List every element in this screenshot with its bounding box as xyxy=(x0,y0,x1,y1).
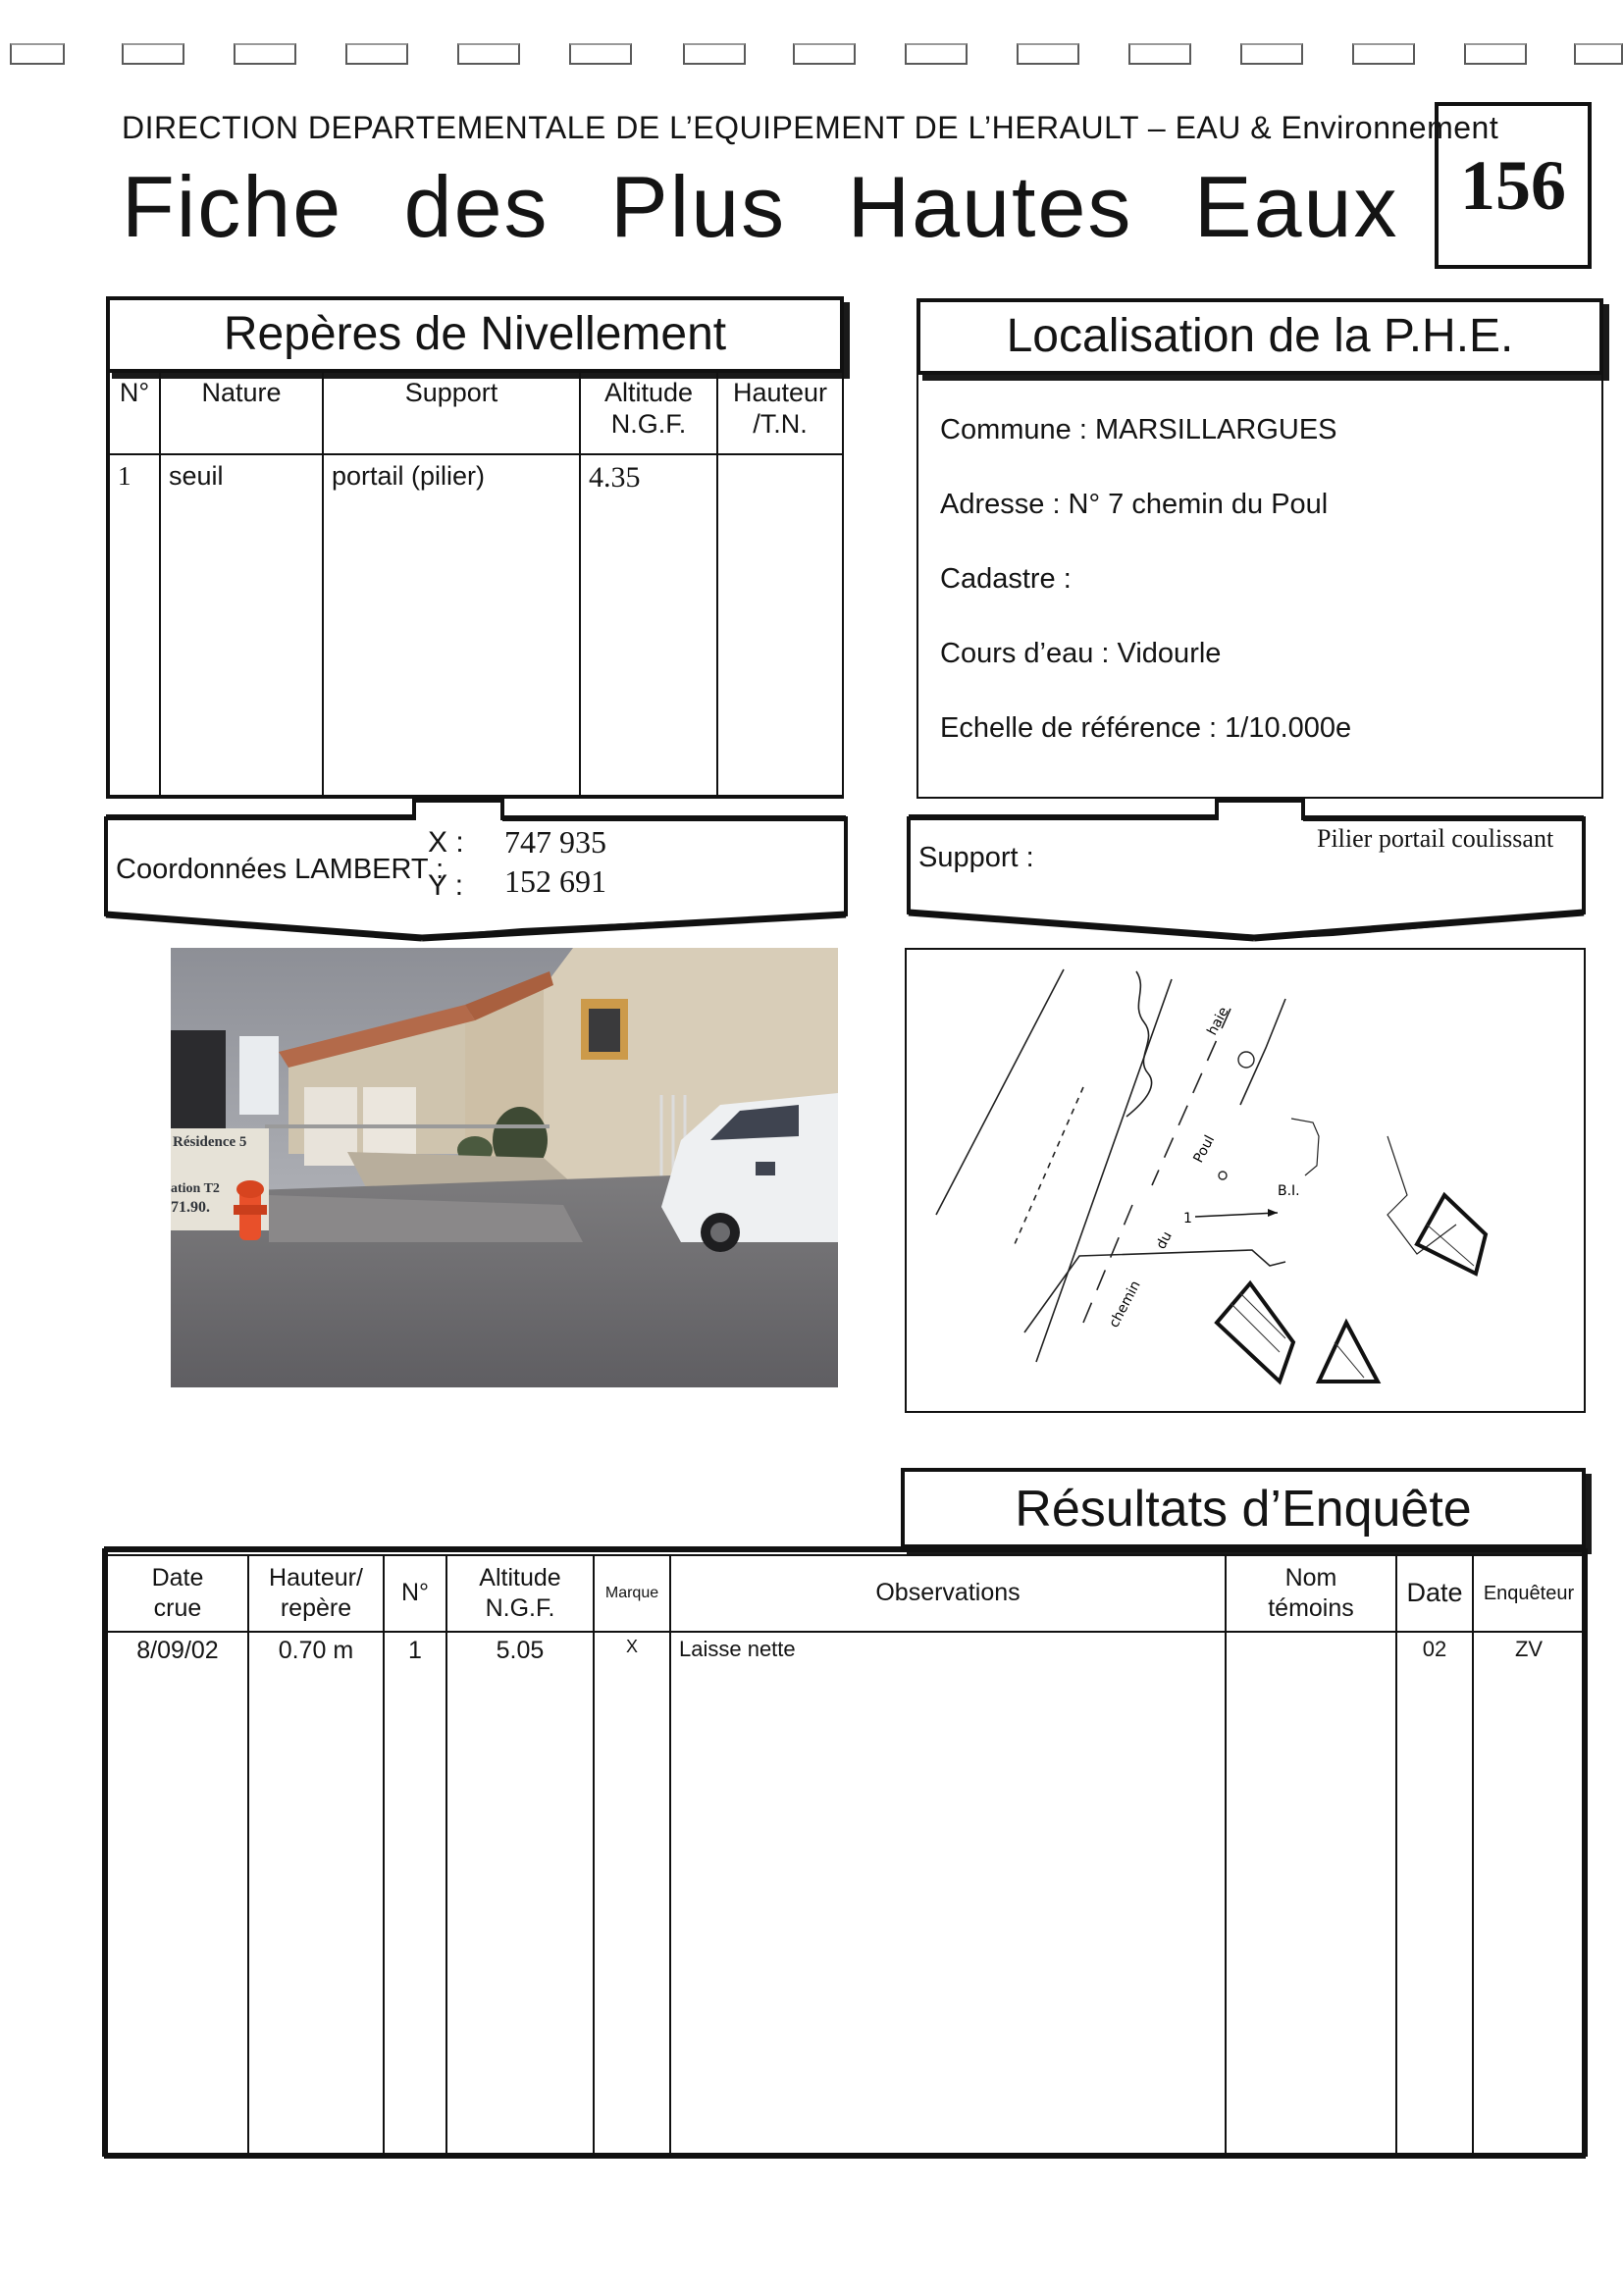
binder-hole xyxy=(457,43,520,65)
plan-label-poul: Poul xyxy=(1190,1132,1219,1166)
resultats-bottom-rule xyxy=(104,2153,1586,2159)
res-enqueteur: ZV xyxy=(1473,1632,1585,2154)
repere-support: portail (pilier) xyxy=(323,454,580,796)
support-callout xyxy=(901,793,1588,960)
res-num: 1 xyxy=(384,1632,446,2154)
binder-hole xyxy=(122,43,184,65)
col-observations: Observations xyxy=(670,1555,1226,1632)
res-marque: X xyxy=(594,1632,670,2154)
resultats-top-rule xyxy=(104,1546,1586,1552)
binder-hole xyxy=(1574,43,1623,65)
col-date-crue: Date crue xyxy=(107,1555,248,1632)
res-observations: Laisse nette xyxy=(670,1632,1226,2154)
col-support: Support xyxy=(323,372,580,454)
fiche-number: 156 xyxy=(1435,102,1592,269)
echelle: Echelle de référence : 1/10.000e xyxy=(940,712,1352,744)
binder-hole xyxy=(569,43,632,65)
repere-num: 1 xyxy=(109,454,160,796)
repere-nature: seuil xyxy=(160,454,323,796)
photo-sign-line-2: ation T2 xyxy=(171,1181,220,1196)
col-nom-temoins: Nom témoins xyxy=(1226,1555,1396,1632)
plan-label-haie: haie xyxy=(1204,1004,1232,1038)
binder-hole xyxy=(345,43,408,65)
binder-hole xyxy=(793,43,856,65)
col-altitude: Altitude N.G.F. xyxy=(446,1555,594,1632)
plan-label-1: 1 xyxy=(1183,1211,1192,1226)
binder-hole xyxy=(1017,43,1079,65)
y-label: Y : xyxy=(428,869,464,902)
coord-y: 152 691 xyxy=(504,863,606,899)
resultats-right-rule xyxy=(1582,1548,1588,2157)
commune: Commune : MARSILLARGUES xyxy=(940,414,1337,445)
reperes-title: Repères de Nivellement xyxy=(106,296,844,373)
coord-label: Coordonnées LAMBERT : xyxy=(116,854,445,885)
res-hauteur: 0.70 m xyxy=(248,1632,384,2154)
col-nature: Nature xyxy=(160,372,323,454)
binder-hole xyxy=(234,43,296,65)
page-title: Fiche des Plus Hautes Eaux xyxy=(122,158,1399,255)
col-num: N° xyxy=(109,372,160,454)
resultats-left-rule xyxy=(102,1548,108,2157)
binder-hole xyxy=(1128,43,1191,65)
photo-sign-line-1: Résidence 5 xyxy=(173,1134,247,1150)
coord-x: 747 935 xyxy=(504,824,606,860)
repere-hauteur xyxy=(717,454,843,796)
resultats-title: Résultats d’Enquête xyxy=(901,1468,1586,1548)
binder-hole xyxy=(905,43,968,65)
col-enqueteur: Enquêteur xyxy=(1473,1555,1585,1632)
res-date: 02 xyxy=(1396,1632,1473,2154)
col-hauteur-repere: Hauteur/ repère xyxy=(248,1555,384,1632)
direction-header: DIRECTION DEPARTEMENTALE DE L’EQUIPEMENT DE L’HERAULT – EAU & Environnement xyxy=(122,110,1499,145)
res-temoins xyxy=(1226,1632,1396,2154)
col-altitude: Altitude N.G.F. xyxy=(580,372,717,454)
plan-label-chemin: chemin xyxy=(1106,1278,1144,1331)
support-label: Support : xyxy=(918,842,1034,873)
cadastre: Cadastre : xyxy=(940,563,1072,595)
reperes-header-row xyxy=(109,372,843,454)
plan-label-bi: B.I. xyxy=(1278,1183,1300,1199)
table-row xyxy=(109,454,843,796)
res-altitude: 5.05 xyxy=(446,1632,594,2154)
resultats-header-row xyxy=(107,1555,1585,1632)
binder-hole xyxy=(1352,43,1415,65)
res-date-crue: 8/09/02 xyxy=(107,1632,248,2154)
adresse: Adresse : N° 7 chemin du Poul xyxy=(940,489,1329,520)
col-hauteur: Hauteur /T.N. xyxy=(717,372,843,454)
binder-hole xyxy=(1464,43,1527,65)
col-marque: Marque xyxy=(594,1555,670,1632)
resultats-table xyxy=(106,1554,1586,2155)
localisation-title: Localisation de la P.H.E. xyxy=(916,298,1603,375)
site-photo xyxy=(171,948,838,1387)
location-plan xyxy=(905,948,1586,1413)
cours-eau: Cours d’eau : Vidourle xyxy=(940,638,1222,669)
table-row xyxy=(107,1632,1585,2154)
support-value: Pilier portail coulissant xyxy=(1317,824,1554,853)
repere-altitude: 4.35 xyxy=(580,454,717,796)
photo-sign-line-3: 71.90. xyxy=(171,1199,210,1216)
reperes-table xyxy=(108,371,844,797)
col-num: N° xyxy=(384,1555,446,1632)
binder-hole xyxy=(10,43,65,65)
plan-sketch xyxy=(907,950,1584,1411)
binder-hole xyxy=(1240,43,1303,65)
binder-hole xyxy=(683,43,746,65)
plan-label-du: du xyxy=(1153,1228,1176,1252)
x-label: X : xyxy=(428,826,464,859)
col-date: Date xyxy=(1396,1555,1473,1632)
